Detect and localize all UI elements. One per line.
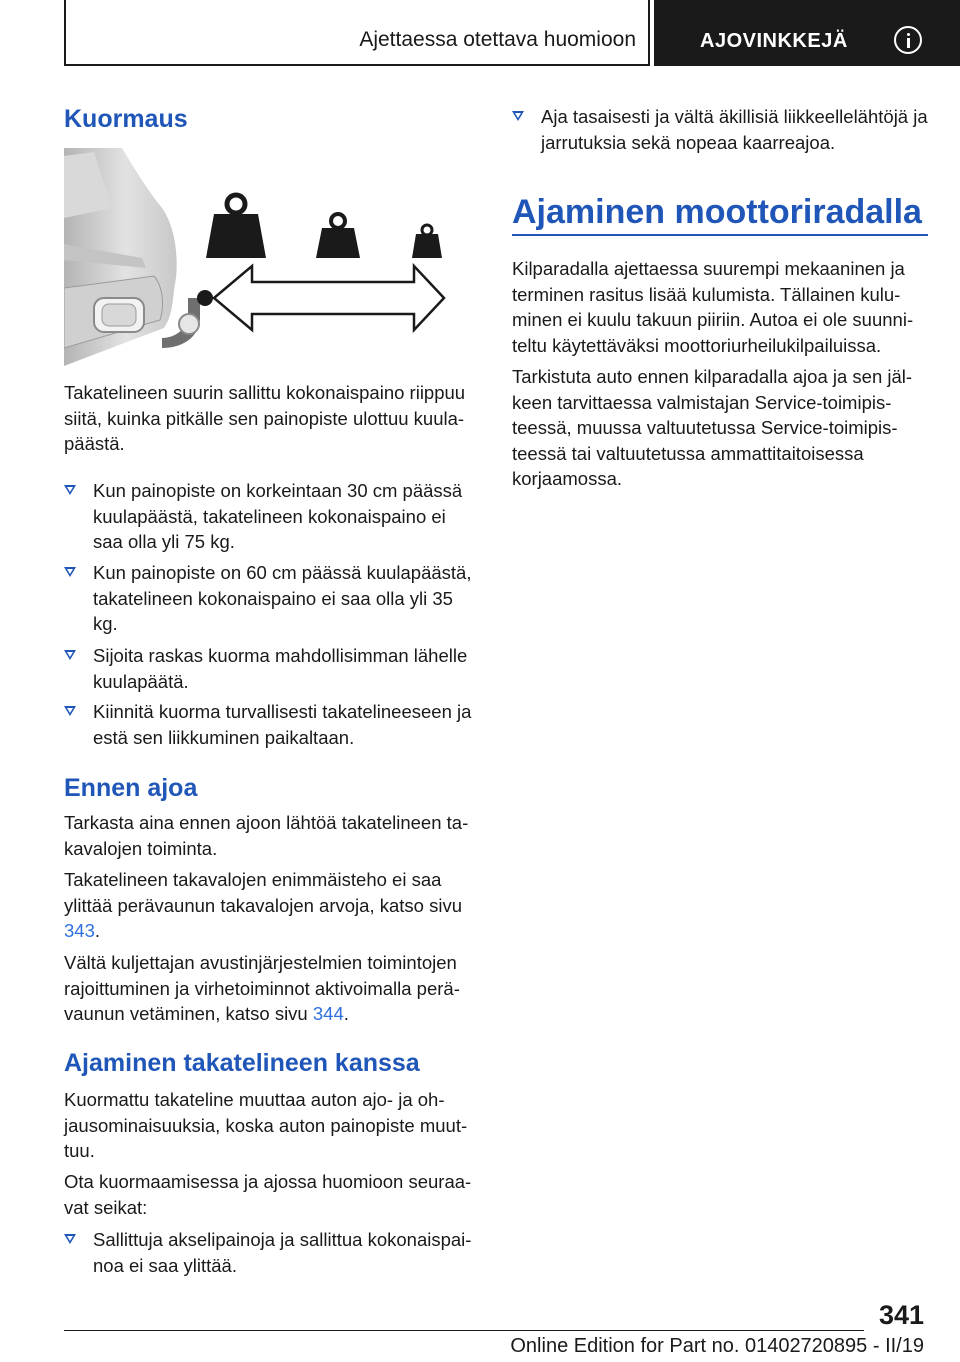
footer-rule: [64, 1330, 864, 1331]
list-item-text: Kiinnitä kuorma turvallisesti takatelineeseen ja estä sen liikkuminen paikaltaan.: [93, 701, 472, 748]
list-item: [64, 560, 480, 637]
page-link-344[interactable]: 344: [312, 1003, 344, 1024]
list-item: [64, 699, 480, 750]
tow-hitch-weight-illustration: [64, 148, 480, 366]
driving-with-rack-heading: Ajaminen takatelineen kanssa: [64, 1049, 420, 1077]
chapter-title: AJOVINKKEJÄ: [700, 30, 848, 52]
race-track-p2: Tarkistuta auto ennen kilparadalla ajoa ja sen jälkeen tarvittaessa valmistajan Service-toimipisteessä, muussa valtuutetussa Service-toimipisteessä tai valtuutetussa ammattitaitoisessa korjaamossa.: [512, 366, 913, 489]
race-track-p1: Kilparadalla ajettaessa suurempi mekaaninen ja terminen rasitus lisää kulumista. Tällainen kuluminen ei kuulu takuun piiriin. Autoa ei ole suunniteltu käytettäväksi moottoriurheilukilpailuissa.: [512, 258, 914, 356]
info-icon: [894, 26, 922, 54]
list-item-text: Sallittuja akselipainoja ja sallittua kokonaispainoa ei saa ylittää.: [93, 1229, 472, 1276]
section-title: Ajettaessa otettava huomioon: [359, 28, 636, 51]
before-driving-heading: Ennen ajoa: [64, 774, 198, 802]
before-driving-p2: Takatelineen takavalojen enimmäisteho ei saa ylittää perävaunun takavalojen arvoja, katso sivu 343.: [64, 869, 462, 941]
bullet-triangle-icon: [64, 706, 76, 716]
edition-note: Online Edition for Part no. 01402720895 - II/19: [510, 1335, 924, 1357]
list-item: [512, 104, 928, 155]
list-item-text: Aja tasaisesti ja vältä äkillisiä liikkeellelähtöjä ja jarrutuksia sekä nopeaa kaarreajoa.: [541, 106, 928, 153]
before-driving-p1: Tarkasta aina ennen ajoon lähtöä takatelineen takavalojen toiminta.: [64, 812, 469, 859]
page-header: [64, 0, 960, 66]
before-driving-p2-text: Takatelineen takavalojen enimmäisteho ei saa ylittää perävaunun takavalojen arvoja, katso sivu: [64, 869, 462, 916]
section-tab: [64, 0, 650, 66]
bullet-triangle-icon: [64, 485, 76, 495]
driving-with-rack-p2: Ota kuormaamisessa ja ajossa huomioon seuraavat seikat:: [64, 1171, 472, 1218]
list-item: [64, 643, 480, 694]
list-item-text: Kun painopiste on korkeintaan 30 cm päässä kuulapäästä, takatelineen kokonaispaino ei saa olla yli 75 kg.: [93, 480, 463, 552]
race-track-heading: Ajaminen moottoriradalla: [512, 193, 922, 231]
bullet-triangle-icon: [512, 111, 524, 121]
loading-heading: Kuormaus: [64, 105, 188, 133]
weight-distance-diagram: [64, 148, 480, 366]
list-item: [64, 1227, 480, 1278]
driving-with-rack-p1: Kuormattu takateline muuttaa auton ajo- ja ohjausominaisuuksia, koska auton painopiste muuttuu.: [64, 1089, 468, 1161]
bullet-triangle-icon: [64, 650, 76, 660]
list-item: [64, 478, 480, 555]
before-driving-p3-text: Vältä kuljettajan avustinjärjestelmien toimintojen rajoittuminen ja virhetoiminnot aktivoimalla perävaunun vetäminen, katso sivu: [64, 952, 460, 1024]
bullet-triangle-icon: [64, 1234, 76, 1244]
bullet-triangle-icon: [64, 567, 76, 577]
list-item-text: Kun painopiste on 60 cm päässä kuulapäästä, takatelineen kokonaispaino ei saa olla yli 35 kg.: [93, 562, 472, 634]
chapter-tab: [654, 0, 960, 66]
page-number: 341: [878, 1300, 924, 1330]
loading-text: Takatelineen suurin sallittu kokonaispaino riippuu siitä, kuinka pitkälle sen painopiste ulottuu kuulapäästä.: [64, 382, 466, 454]
heading-rule: [512, 234, 928, 236]
page-link-343[interactable]: 343: [64, 920, 95, 941]
list-item-text: Sijoita raskas kuorma mahdollisimman lähelle kuulapäätä.: [93, 645, 468, 692]
before-driving-p3: Vältä kuljettajan avustinjärjestelmien toimintojen rajoittuminen ja virhetoiminnot aktivoimalla perävaunun vetäminen, katso sivu 344.: [64, 952, 460, 1024]
